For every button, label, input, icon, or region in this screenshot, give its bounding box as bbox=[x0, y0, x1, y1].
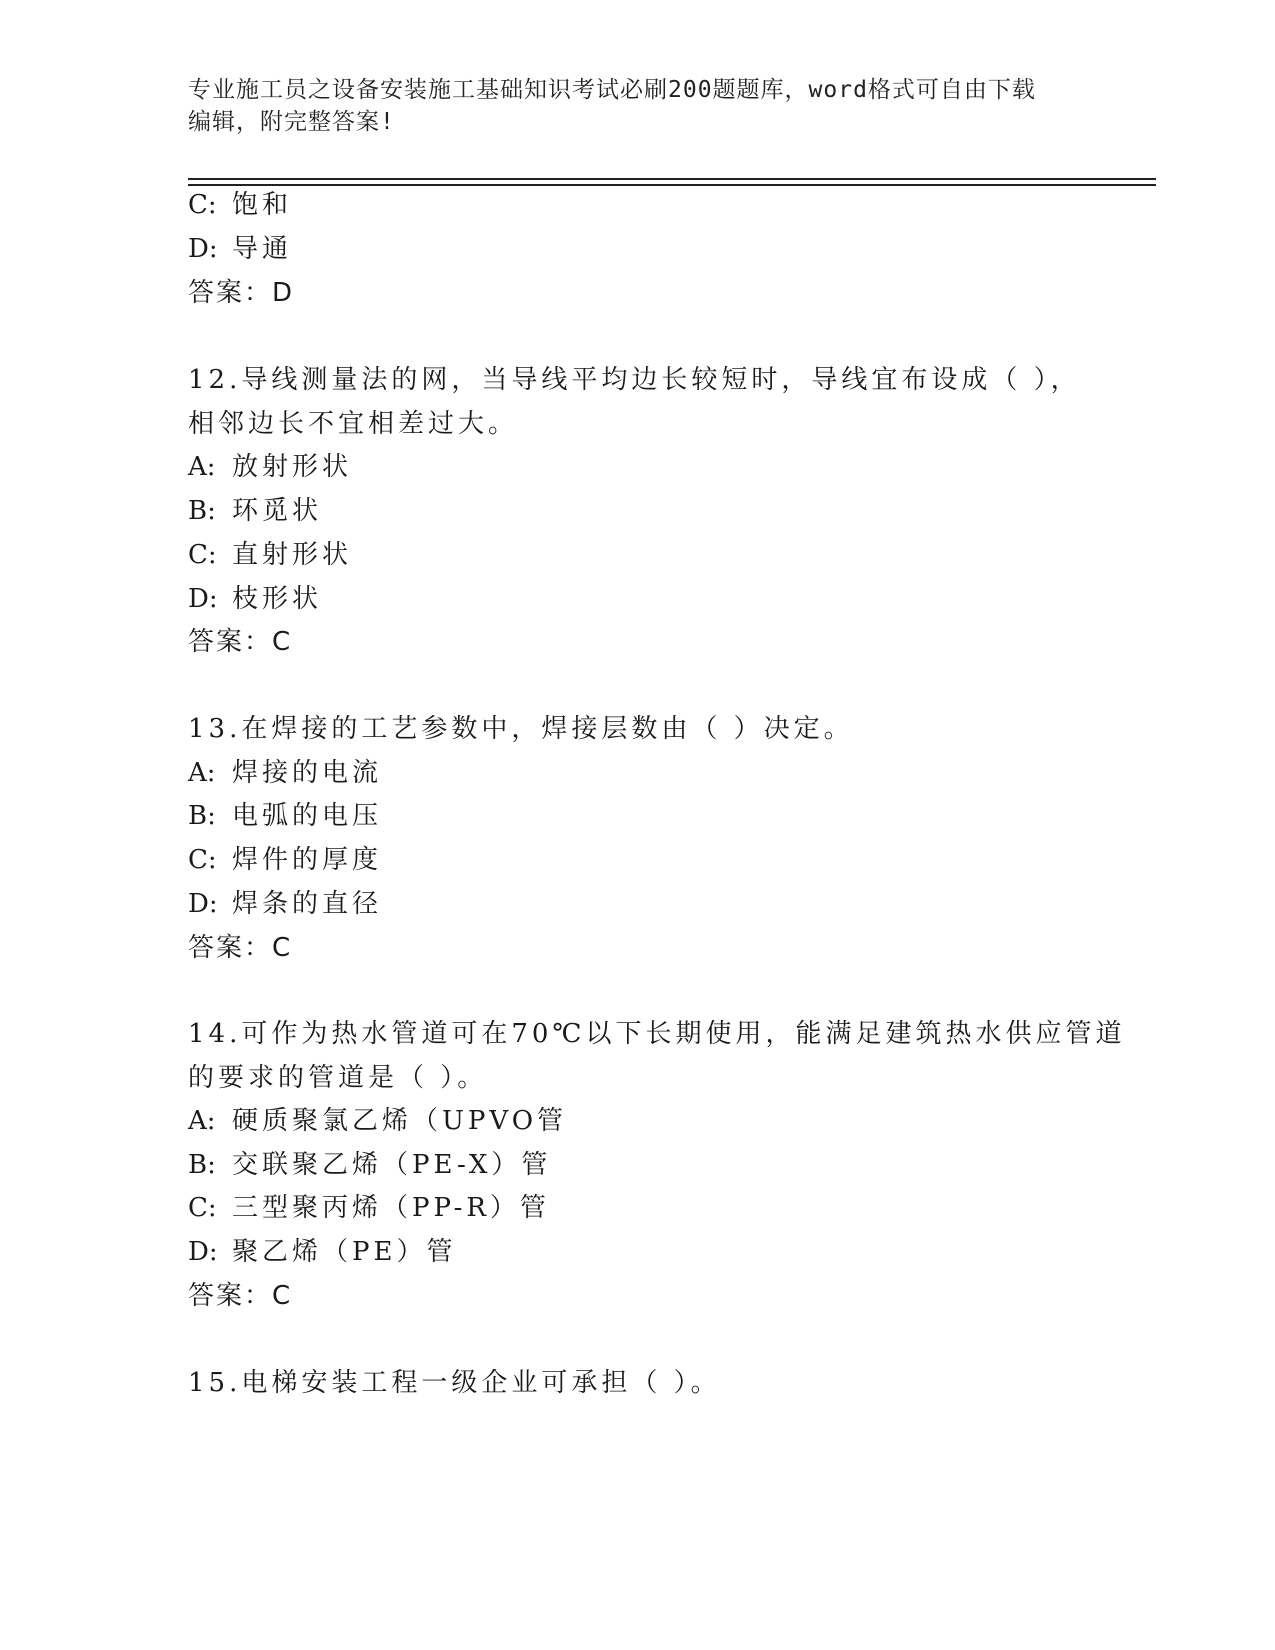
q14-option-b bbox=[188, 1148, 551, 1182]
q11-answer: 答案：D bbox=[188, 278, 295, 308]
option-text: 焊接的电流 bbox=[232, 758, 383, 788]
option-text: 交联聚乙烯（PE-X）管 bbox=[232, 1150, 552, 1180]
q14-answer: 答案：C bbox=[188, 1281, 293, 1311]
option-text: 焊件的厚度 bbox=[232, 845, 383, 875]
q14-stem-line-1: 14.可作为热水管道可在70℃以下长期使用，能满足建筑热水供应管道 bbox=[188, 1019, 1126, 1049]
option-letter: D: bbox=[188, 234, 218, 264]
option-letter: B: bbox=[188, 496, 216, 526]
q13-option-a bbox=[188, 756, 382, 790]
option-text: 三型聚丙烯（PP-R）管 bbox=[232, 1193, 550, 1223]
option-text: 饱和 bbox=[232, 190, 293, 220]
option-letter: C: bbox=[188, 540, 217, 570]
option-text: 直射形状 bbox=[232, 540, 353, 570]
q11-option-c bbox=[188, 188, 292, 222]
option-letter: C: bbox=[188, 1193, 217, 1223]
option-letter: A: bbox=[188, 452, 216, 482]
q13-option-b bbox=[188, 799, 382, 833]
q12-option-d bbox=[188, 582, 322, 616]
header-divider-top bbox=[188, 178, 1156, 180]
q13-stem-line-1: 13.在焊接的工艺参数中，焊接层数由（ ）决定。 bbox=[188, 714, 854, 744]
option-text: 聚乙烯（PE）管 bbox=[232, 1237, 457, 1267]
q12-option-b bbox=[188, 494, 322, 528]
q12-stem-line-2: 相邻边长不宜相差过大。 bbox=[188, 409, 519, 439]
option-text: 放射形状 bbox=[232, 452, 353, 482]
option-letter: A: bbox=[188, 1106, 216, 1136]
option-letter: A: bbox=[188, 758, 216, 788]
q12-answer: 答案：C bbox=[188, 627, 293, 657]
option-text: 硬质聚氯乙烯（UPVO管 bbox=[232, 1106, 568, 1136]
q11-option-d bbox=[188, 232, 292, 266]
option-letter: D: bbox=[188, 1237, 218, 1267]
option-letter: C: bbox=[188, 190, 217, 220]
q13-option-d bbox=[188, 887, 382, 921]
option-letter: B: bbox=[188, 801, 216, 831]
option-letter: C: bbox=[188, 845, 217, 875]
q15-stem-line-1: 15.电梯安装工程一级企业可承担（ ）。 bbox=[188, 1368, 721, 1398]
option-text: 导通 bbox=[232, 234, 293, 264]
option-text: 枝形状 bbox=[232, 584, 323, 614]
header-divider-bottom bbox=[188, 184, 1156, 186]
q12-option-a bbox=[188, 450, 352, 484]
q12-option-c bbox=[188, 538, 352, 572]
header-line-1: 专业施工员之设备安装施工基础知识考试必刷200题题库，word格式可自由下载 bbox=[188, 77, 1036, 103]
q13-option-c bbox=[188, 843, 382, 877]
option-text: 电弧的电压 bbox=[232, 801, 383, 831]
option-text: 环觅状 bbox=[232, 496, 323, 526]
option-letter: D: bbox=[188, 889, 218, 919]
q14-option-c bbox=[188, 1191, 550, 1225]
option-text: 焊条的直径 bbox=[232, 889, 383, 919]
header-line-2: 编辑，附完整答案! bbox=[188, 109, 395, 135]
q13-answer: 答案：C bbox=[188, 933, 293, 963]
option-letter: B: bbox=[188, 1150, 216, 1180]
q14-option-a bbox=[188, 1104, 567, 1138]
option-letter: D: bbox=[188, 584, 218, 614]
q12-stem-line-1: 12.导线测量法的网，当导线平均边长较短时，导线宜布设成（ ）， bbox=[188, 365, 1081, 395]
q14-stem-line-2: 的要求的管道是（ ）。 bbox=[188, 1063, 488, 1093]
q14-option-d bbox=[188, 1235, 456, 1269]
document-header bbox=[188, 74, 1088, 138]
